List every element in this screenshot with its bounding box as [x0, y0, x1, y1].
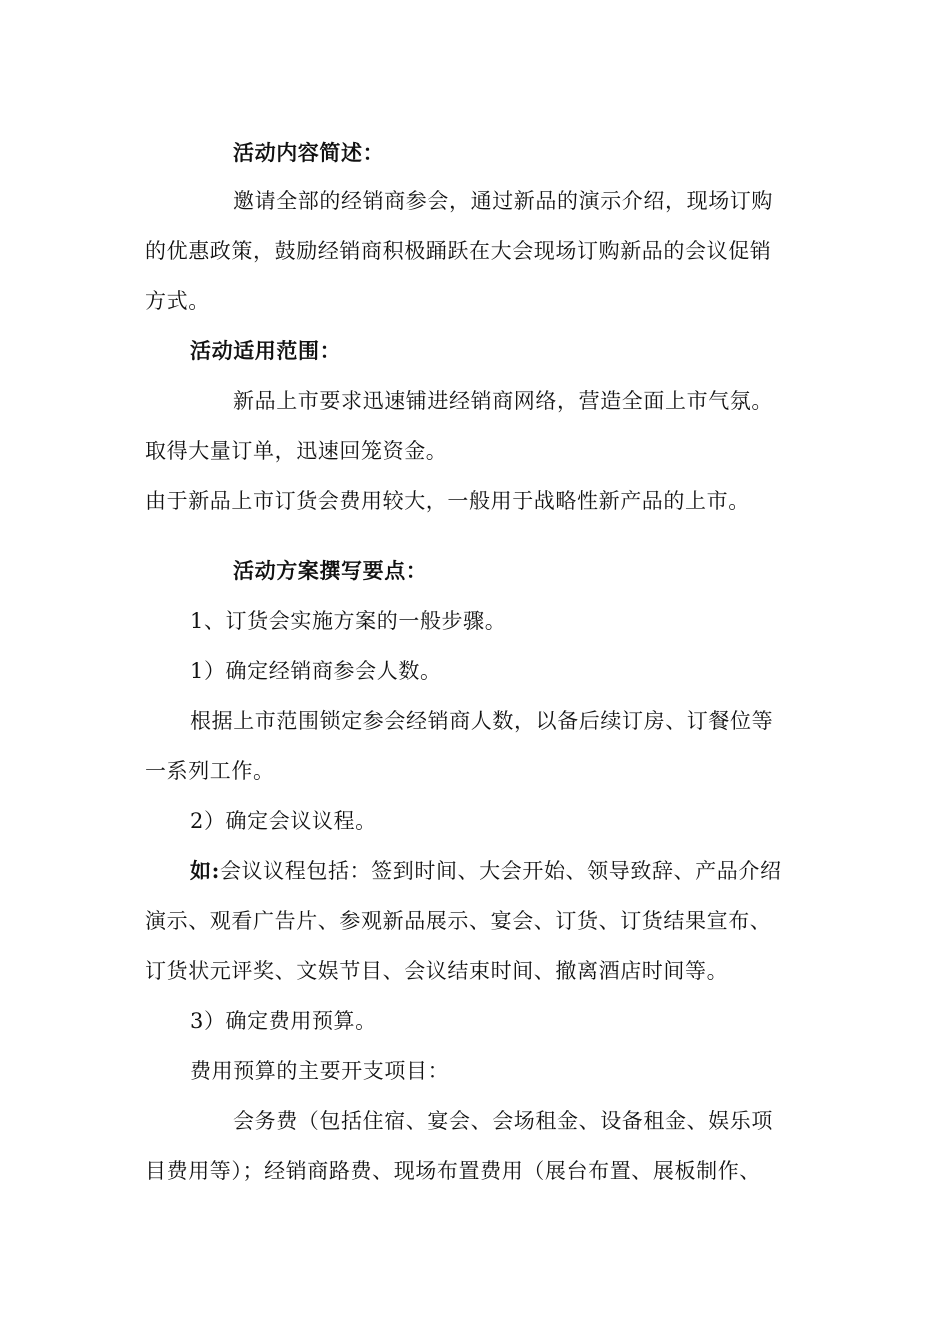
paragraph-text: 会议议程包括：签到时间、大会开始、领导致辞、产品介绍	[219, 859, 782, 883]
example-prefix: 如:	[190, 858, 220, 883]
paragraph-line	[190, 858, 782, 884]
paragraph-line: 演示、观看广告片、参观新品展示、宴会、订货、订货结果宣布、	[145, 909, 772, 933]
sub-step-title: 1）确定经销商参会人数。	[190, 659, 442, 683]
paragraph-line: 一系列工作。	[145, 759, 275, 783]
paragraph-line: 取得大量订单，迅速回笼资金。	[145, 439, 448, 463]
paragraph-line: 目费用等）；经销商路费、现场布置费用（展台布置、展板制作、	[145, 1159, 761, 1183]
paragraph-line: 新品上市要求迅速铺进经销商网络，营造全面上市气氛。	[233, 389, 773, 413]
sub-step-title: 2）确定会议议程。	[190, 809, 377, 833]
paragraph-line: 由于新品上市订货会费用较大，一般用于战略性新产品的上市。	[145, 489, 750, 513]
paragraph-line: 方式。	[145, 289, 210, 313]
sub-step-title: 3）确定费用预算。	[190, 1009, 377, 1033]
paragraph-line: 订货状元评奖、文娱节目、会议结束时间、撤离酒店时间等。	[145, 959, 729, 983]
paragraph-line: 会务费（包括住宿、宴会、会场租金、设备租金、娱乐项	[233, 1109, 773, 1133]
paragraph-line: 费用预算的主要开支项目：	[190, 1059, 450, 1083]
paragraph-line: 邀请全部的经销商参会，通过新品的演示介绍，现场订购	[233, 189, 773, 213]
paragraph-line: 根据上市范围锁定参会经销商人数，以备后续订房、订餐位等	[190, 709, 774, 733]
step-title: 1、订货会实施方案的一般步骤。	[190, 609, 507, 633]
section-heading-scope: 活动适用范围：	[190, 338, 342, 363]
section-heading-plan: 活动方案撰写要点：	[233, 558, 428, 583]
section-heading-content: 活动内容简述：	[233, 140, 385, 165]
paragraph-line: 的优惠政策，鼓励经销商积极踊跃在大会现场订购新品的会议促销	[145, 239, 772, 263]
